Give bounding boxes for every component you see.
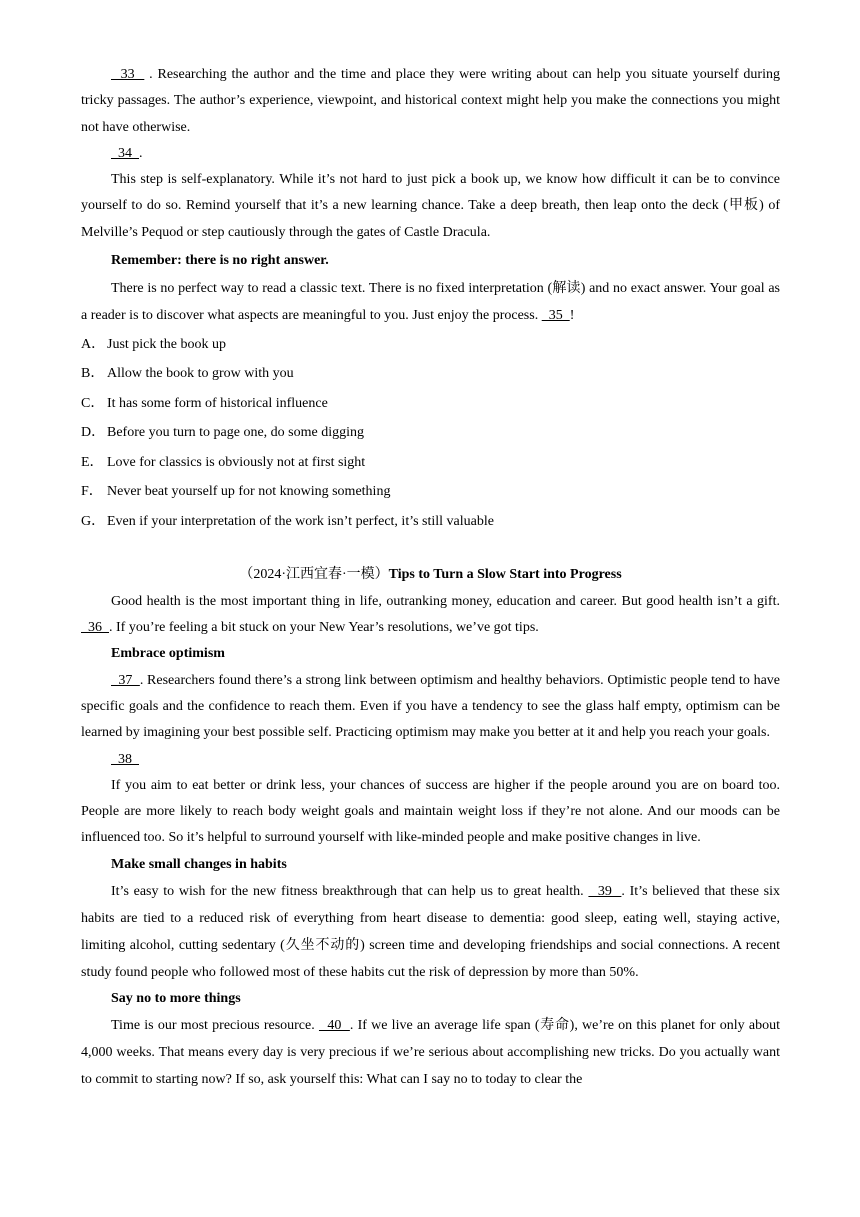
paragraph-40-b: . If we live an average life span (寿命), we’re on this planet for only about 4,000 weeks. That means every day is very precious if we’re serious about accomplishing new tricks. Do you actually want to commit to starting now? If so, ask yourself this: What can I say no to today to clear the bbox=[81, 1018, 780, 1088]
option-letter: B． bbox=[81, 366, 105, 382]
heading-optimism: Embrace optimism bbox=[111, 646, 225, 662]
heading-habits: Make small changes in habits bbox=[111, 856, 287, 872]
option-d[interactable] bbox=[81, 418, 780, 448]
blank-35[interactable]: 35 bbox=[541, 307, 570, 323]
blank-33[interactable]: 33 bbox=[111, 67, 145, 82]
option-text: It has some form of historical influence bbox=[107, 395, 328, 411]
option-text: Never beat yourself up for not knowing something bbox=[107, 484, 391, 500]
blank-38[interactable]: 38 bbox=[111, 751, 139, 767]
option-text: Love for classics is obviously not at first sight bbox=[107, 454, 366, 470]
paragraph-34 bbox=[81, 141, 780, 167]
paragraph-39-a: It’s easy to wish for the new fitness breakthrough that can help us to great health. bbox=[111, 884, 589, 900]
option-a[interactable] bbox=[81, 330, 780, 360]
blank-39[interactable]: 39 bbox=[588, 884, 622, 900]
option-letter: E． bbox=[81, 454, 104, 470]
option-text: Allow the book to grow with you bbox=[107, 366, 294, 382]
blank-37[interactable]: 37 bbox=[111, 672, 140, 688]
blank-36[interactable]: 36 bbox=[81, 620, 109, 636]
option-letter: A． bbox=[81, 336, 106, 352]
paragraph-40-a: Time is our most precious resource. bbox=[111, 1018, 319, 1034]
paragraph-40 bbox=[81, 1012, 780, 1093]
option-text: Just pick the book up bbox=[107, 336, 226, 352]
option-letter: G． bbox=[81, 513, 106, 529]
passage-title: Tips to Turn a Slow Start into Progress bbox=[388, 567, 622, 583]
paragraph-intro-a: Good health is the most important thing in life, outranking money, education and career. But good health isn’t a gift. bbox=[111, 593, 780, 609]
paragraph-board: If you aim to eat better or drink less, your chances of success are higher if the people around you are on board too. People are more likely to reach body weight goals and maintain weight loss if they’re not alone. And our moods can be influenced too. So it’s helpful to surround yourself with like-minded people and make positive changes in live. bbox=[81, 777, 780, 846]
passage-title-line bbox=[81, 562, 780, 588]
options-list bbox=[81, 330, 780, 537]
option-e[interactable] bbox=[81, 448, 780, 478]
paragraph-39-b: . It’s believed that these six habits are tied to a reduced risk of everything from heart disease to dementia: good sleep, eating well, staying active, limiting alcohol, cutting sedentary (久坐不动的) screen time and developing friendships and social connections. A recent study found people who followed most of these habits cut the risk of depression by more than 50%. bbox=[81, 884, 780, 981]
passage-source: （2024·江西宜春·一模） bbox=[239, 567, 389, 583]
paragraph-33 bbox=[81, 62, 780, 141]
paragraph-33-text: . Researching the author and the time and place they were writing about can help you situate yourself during tricky passages. The author’s experience, viewpoint, and historical context might help you make the connections you might not have otherwise. bbox=[81, 67, 780, 135]
option-letter: F． bbox=[81, 484, 103, 500]
paragraph-39 bbox=[81, 878, 780, 986]
option-text: Even if your interpretation of the work isn’t perfect, it’s still valuable bbox=[107, 513, 494, 529]
paragraph-intro bbox=[81, 589, 780, 642]
option-c[interactable] bbox=[81, 389, 780, 419]
paragraph-37 bbox=[81, 668, 780, 747]
option-f[interactable] bbox=[81, 477, 780, 507]
paragraph-remember-text: There is no perfect way to read a classic text. There is no fixed interpretation (解读) and no exact answer. Your goal as a reader is to discover what aspects are meaningful to you. Just enjoy the process. bbox=[81, 281, 780, 323]
heading-remember: Remember: there is no right answer. bbox=[111, 253, 329, 269]
heading-sayno: Say no to more things bbox=[111, 991, 241, 1007]
document-page bbox=[81, 62, 780, 1093]
paragraph-38 bbox=[81, 747, 780, 773]
option-letter: D． bbox=[81, 425, 106, 441]
option-g[interactable] bbox=[81, 507, 780, 537]
paragraph-37-text: . Researchers found there’s a strong link between optimism and healthy behaviors. Optimistic people tend to have specific goals and the confidence to reach them. Even if you have a tendency to see the glass half empty, optimism can be learned by imagining your best possible self. Practicing optimism may make you better at it and help you reach your goals. bbox=[81, 672, 781, 741]
paragraph-remember-end: ! bbox=[569, 307, 575, 323]
blank-34[interactable]: 34 bbox=[111, 145, 139, 161]
paragraph-34-text: . bbox=[139, 145, 143, 161]
paragraph-remember bbox=[81, 276, 780, 329]
blank-40[interactable]: 40 bbox=[318, 1018, 350, 1034]
paragraph-step: This step is self-explanatory. While it’s not hard to just pick a book up, we know how difficult it can be to convince yourself to do so. Remind yourself that it’s a new learning chance. Take a deep breath, then leap onto the deck (甲板) of Melville’s Pequod or step cautiously through the gates of Castle Dracula. bbox=[81, 172, 780, 240]
option-b[interactable] bbox=[81, 359, 780, 389]
paragraph-intro-b: . If you’re feeling a bit stuck on your New Year’s resolutions, we’ve got tips. bbox=[109, 620, 539, 636]
option-text: Before you turn to page one, do some digging bbox=[107, 425, 365, 441]
option-letter: C． bbox=[81, 395, 105, 411]
